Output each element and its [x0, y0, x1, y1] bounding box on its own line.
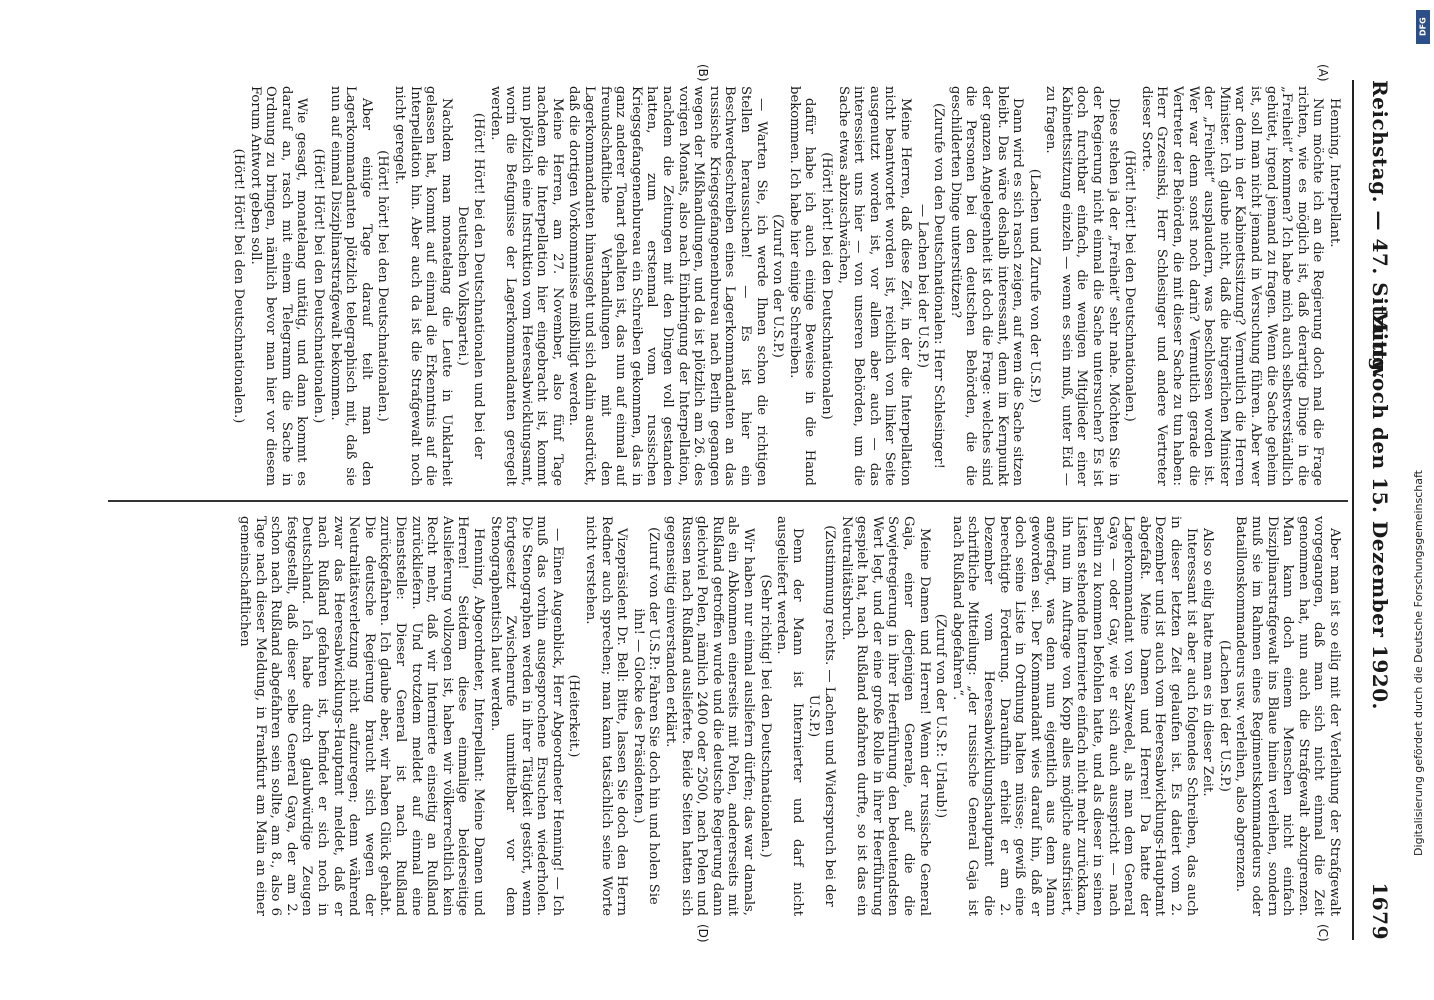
paragraph: (Hört! Hört! bei den Deutschnationalen.)	[231, 148, 247, 424]
dfg-logo: DFG	[1416, 10, 1430, 44]
paragraph: (Hört! hört! bei den Deutschnationalen.)	[1122, 150, 1138, 422]
left-text-column	[112, 86, 1342, 486]
paragraph: (Hört! Hört! bei den Deutschnationalen.)	[311, 148, 326, 424]
page-header	[1358, 80, 1392, 940]
paragraph: Interessant ist aber auch folgendes Schreiben, das auch in dieser letzten Zeit gelaufen ist. Es datiert vom 2. Dezember und ist auch vom Heeresabwicklungs-Hauptamt abgefaßt. Meine Damen und Herren! Da hatte der Lagerkommandant von Salzwedel, als man dem General Gaya — oder Gay, wie er sich auch ausspricht — nach Berlin zu kommen befohlen hatte, und als dieser in seinen Listen stehende Internierte einfach nicht mehr zurückkam, ihn nun im Auftrage von Kopp alles mögliche ausfrisiert, angefragt, was denn nun eigentlich aus dem Mann geworden sei. Der Kommandant wies darauf hin, daß er doch seine Liste in Ordnung halten müsse; gewiß eine berechtigte Forderung. Daraufhin erhielt er am 2. Dezember vom Heeresabwicklungshauptamt die schriftliche Mitteilung: „der russische General Gaja ist nach Rußland abgefahren“.	[949, 516, 1199, 916]
paragraph: (Hört! hört! bei den Deutschnationalen.)	[375, 150, 391, 422]
header-rule	[1352, 80, 1354, 940]
margin-marker-a: (A)	[1316, 64, 1330, 82]
paragraph: Diese stehen ja der „Freiheit“ sehr nahe. Möchten Sie in der Regierung nicht einmal die Sache untersuchen? Es ist doch furchtbar einfach, die wenigen Mitglieder einer Kabinettssitzung einzeln — wenn es sein muß, unter Eid — zu fragen.	[1043, 86, 1121, 486]
paragraph: Aber einige Tage darauf teilt man den Lagerkommandanten plötzlich telegraphisch mit, daß sie nun auf einmal Disziplinarstrafgewalt bekommen.	[327, 86, 374, 486]
paragraph: Nun möchte ich an die Regierung doch mal die Frage richten, wie es möglich ist, daß derartige Dinge in die „Freiheit“ kommen? Ich habe mich auch selbstverständlich gehütet, irgend jemand zu fragen. Wenn die Sache geheim ist, soll man nicht jemand in Versuchung führen. Aber wer war denn in der Kabinettssitzung? Vermutlich die Herren Minister. Ich glaube nicht, daß die bürgerlichen Minister der „Freiheit“ ausplaudern, was beschlossen worden ist. Wer war denn sonst noch darin? Vermutlich gerade die Vertreter der Behörden, die mit dieser Sache zu tun haben: Herr Grzesinski, Herr Schlesinger und andere Vertreter dieser Sorte.	[1138, 86, 1326, 486]
paragraph: dafür habe ich auch einige Beweise in die Hand bekommen. Ich habe hier einige Schreiben.	[786, 86, 818, 486]
paragraph: (Sehr richtig! bei den Deutschnationalen.)	[757, 574, 773, 858]
paragraph: (Zuruf von der U.S.P.: Urlaub!)	[933, 613, 949, 819]
document-page	[90, 60, 1400, 943]
paragraph: Dann wird es sich rasch zeigen, auf wem die Sache sitzen bleibt. Das wäre deshalb interessant, denn im Kernpunkt der ganzen Angelegenheit ist doch die Frage: welches sind die Personen bei den deutschen Behörden, die die geschilderten Dinge unterstützen?	[947, 86, 1026, 486]
right-text-column	[112, 516, 1342, 916]
paragraph: Meine Damen und Herren! Wenn der russische General Gaja, einer derjenigen Generale, auf die die Sowjetregierung in ihrer Heerführung den bedeutendsten Wert legt, und der eine große Rolle in ihrer Heerführung gespielt hat, nach Rußland abfahren durfte, so ist das ein Neutralitätsbruch.	[838, 516, 932, 916]
paragraph: Vizepräsident Dr. Bell: Bitte, lassen Sie doch den Herrn Redner auch sprechen; man kann tatsächlich seine Worte nicht verstehen.	[583, 516, 630, 916]
digitization-note: Digitalisierung gefördert durch die Deutsche Forschungsgemeinschaft	[1412, 470, 1425, 856]
margin-marker-c: (C)	[1316, 924, 1330, 942]
paragraph: Denn der Mann ist Internierter und darf nicht ausgeliefert werden.	[774, 516, 805, 916]
paragraph: Meine Herren, am 27. November, also fünf Tage nachdem die Interpellation hier eingebracht ist, kommt nun plötzlich eine Instruktion vom Heeresabwicklungsamt, worin die Befugnisse der Lagerkommandanten geregelt werden.	[487, 86, 565, 486]
column-divider	[108, 500, 1348, 502]
paragraph: Also so eilig hatte man es in dieser Zeit.	[1200, 528, 1216, 797]
paragraph: Aber man ist so eilig mit der Verleihung der Strafgewalt vorgegangen, daß man sich nicht einmal die Zeit genommen hat, nun auch die Strafgewalt abzugrenzen. Man kann doch einem Menschen nicht einfach Disziplinarstrafgewalt ins Blaue hinein verleihen, sondern muß sie im Rahmen eines Regimentskommandeurs oder Bataillonskommandeurs usw. verleihen, also abgrenzen.	[1233, 516, 1342, 916]
header-session: Reichstag. — 47. Sitzung.	[1368, 80, 1392, 379]
paragraph: (Lachen bei der U.S.P.)	[1216, 640, 1232, 792]
paragraph: (Zustimmung rechts. — Lachen und Widerspruch bei der U.S.P.)	[806, 525, 837, 907]
paragraph: (Zurufe von den Deutschnationalen: Herr Schlesinger!	[931, 103, 947, 469]
paragraph: — Lachen bei der U.S.P.)	[914, 203, 930, 369]
header-page-number: 1679	[1368, 882, 1392, 940]
paragraph: (Zuruf von der U.S.P.)	[770, 214, 786, 358]
paragraph: Wie gesagt, monatelang untätig, und dann kommt es darauf an, rasch mit einem Telegramm die Sache in Ordnung zu bringen, nämlich bevor man hier vor diesem Forum Antwort geben soll.	[247, 86, 310, 486]
paragraph: (Lachen und Zurufe von der U.S.P.)	[1026, 168, 1042, 404]
margin-marker-b: (B)	[696, 64, 710, 82]
paragraph: (Zuruf von der U.S.P.: Fahren Sie doch hin und holen Sie ihn! — Glocke des Präsidenten.)	[630, 527, 662, 905]
paragraph: Henning, Abgeordneter, Interpellant: Meine Damen und Herren! Seitdem diese einmalige beiderseitige Auslieferung vollzogen ist, haben wir völkerrechtlich kein Recht mehr, daß wir Internierte einseitig an Rußland zurückliefern. Und trotzdem meldet auf einmal eine Dienststelle: Dieser General ist nach Rußland zurückgefahren. Ich glaube aber, wir haben Glück gehabt. Die deutsche Regierung braucht sich wegen der Neutralitätsverletzung nicht aufzuregen; denn während zwar das Heeresabwicklungs-Hauptamt meldet, daß er nach Rußland gefahren ist, befindet er sich noch in Deutschland. Ich habe durch glaubwürdige Zeugen festgestellt, daß dieser selbe General Gaya, der am 2. schon nach Rußland abgefahren sein sollte, am 8., also 6 Tage nach dieser Meldung, in Frankfurt am Main an einer gemeinschaftlichen	[237, 516, 486, 916]
paragraph: Henning, Interpellant.	[1327, 98, 1342, 248]
paragraph: Meine Herren, daß diese Zeit, in der die Interpellation nicht beantwortet worden ist, reichlich von linker Seite ausgenutzt worden ist, vor allem aber auch — das interessiert uns hier — von unseren Behörden, um die Sache etwas abzuschwächen,	[835, 86, 913, 486]
header-date: Mittwoch den 15. Dezember 1920.	[1368, 309, 1392, 711]
paragraph: — Einen Augenblick, Herr Abgeordneter Henning! — Ich muß das vorhin ausgesprochene Ersuchen wiederholen. Die Stenographen werden in ihrer Tätigkeit gestört, wenn fortgesetzt Zwischenrufe unmittelbar vor dem Stenographentisch laut werden.	[487, 516, 565, 916]
paragraph: (Hört! hört! bei den Deutschnationalen)	[819, 152, 834, 420]
paragraph: Nachdem man monatelang die Leute in Unklarheit gelassen hat, kommt auf einmal die Erkenntnis auf die Interpellation hin. Aber auch da ist die Strafgewalt noch nicht geregelt.	[391, 86, 454, 486]
margin-marker-d: (D)	[696, 924, 710, 943]
paragraph: (Hört! Hört! bei den Deutschnationalen und bei der Deutschen Volkspartei.)	[455, 112, 486, 460]
paragraph: — Warten Sie, ich werde Ihnen schon die richtigen Stellen heraussuchen! — Es ist hier ein Beschwerdeschreiben eines Lagerkommandanten an das russische Kriegsgefangenenbureau nach Berlin gegangen wegen der Mißhandlungen, und da ist plötzlich am 26. des vorigen Monats, also nach Einbringung der Interpellation, nachdem die Zeitungen mit den Dingen voll gestanden hatten, zum erstenmal vom russischen Kriegsgefangenenbureau ein Schreiben gekommen, das in ganz anderer Tonart gehalten ist, das nun auf einmal auf freundschaftliche Verhandlungen mit den Lagerkommandanten hinausgeht und sich dahin ausdrückt, daß die dortigen Vorkommnisse mißbilligt werden.	[566, 86, 769, 486]
paragraph: (Heiterkeit.)	[566, 674, 582, 758]
paragraph: Wir haben nur einmal ausliefern dürfen; das war damals, als ein Abkommen einerseits mit Polen, andererseits mit Rußland getroffen wurde und die deutsche Regierung dann gleichviel Polen, nämlich 2400 oder 2500, nach Polen und Russen nach Rußland auslieferte. Beide Seiten hatten sich gegenseitig einverstanden erklärt.	[663, 516, 757, 916]
